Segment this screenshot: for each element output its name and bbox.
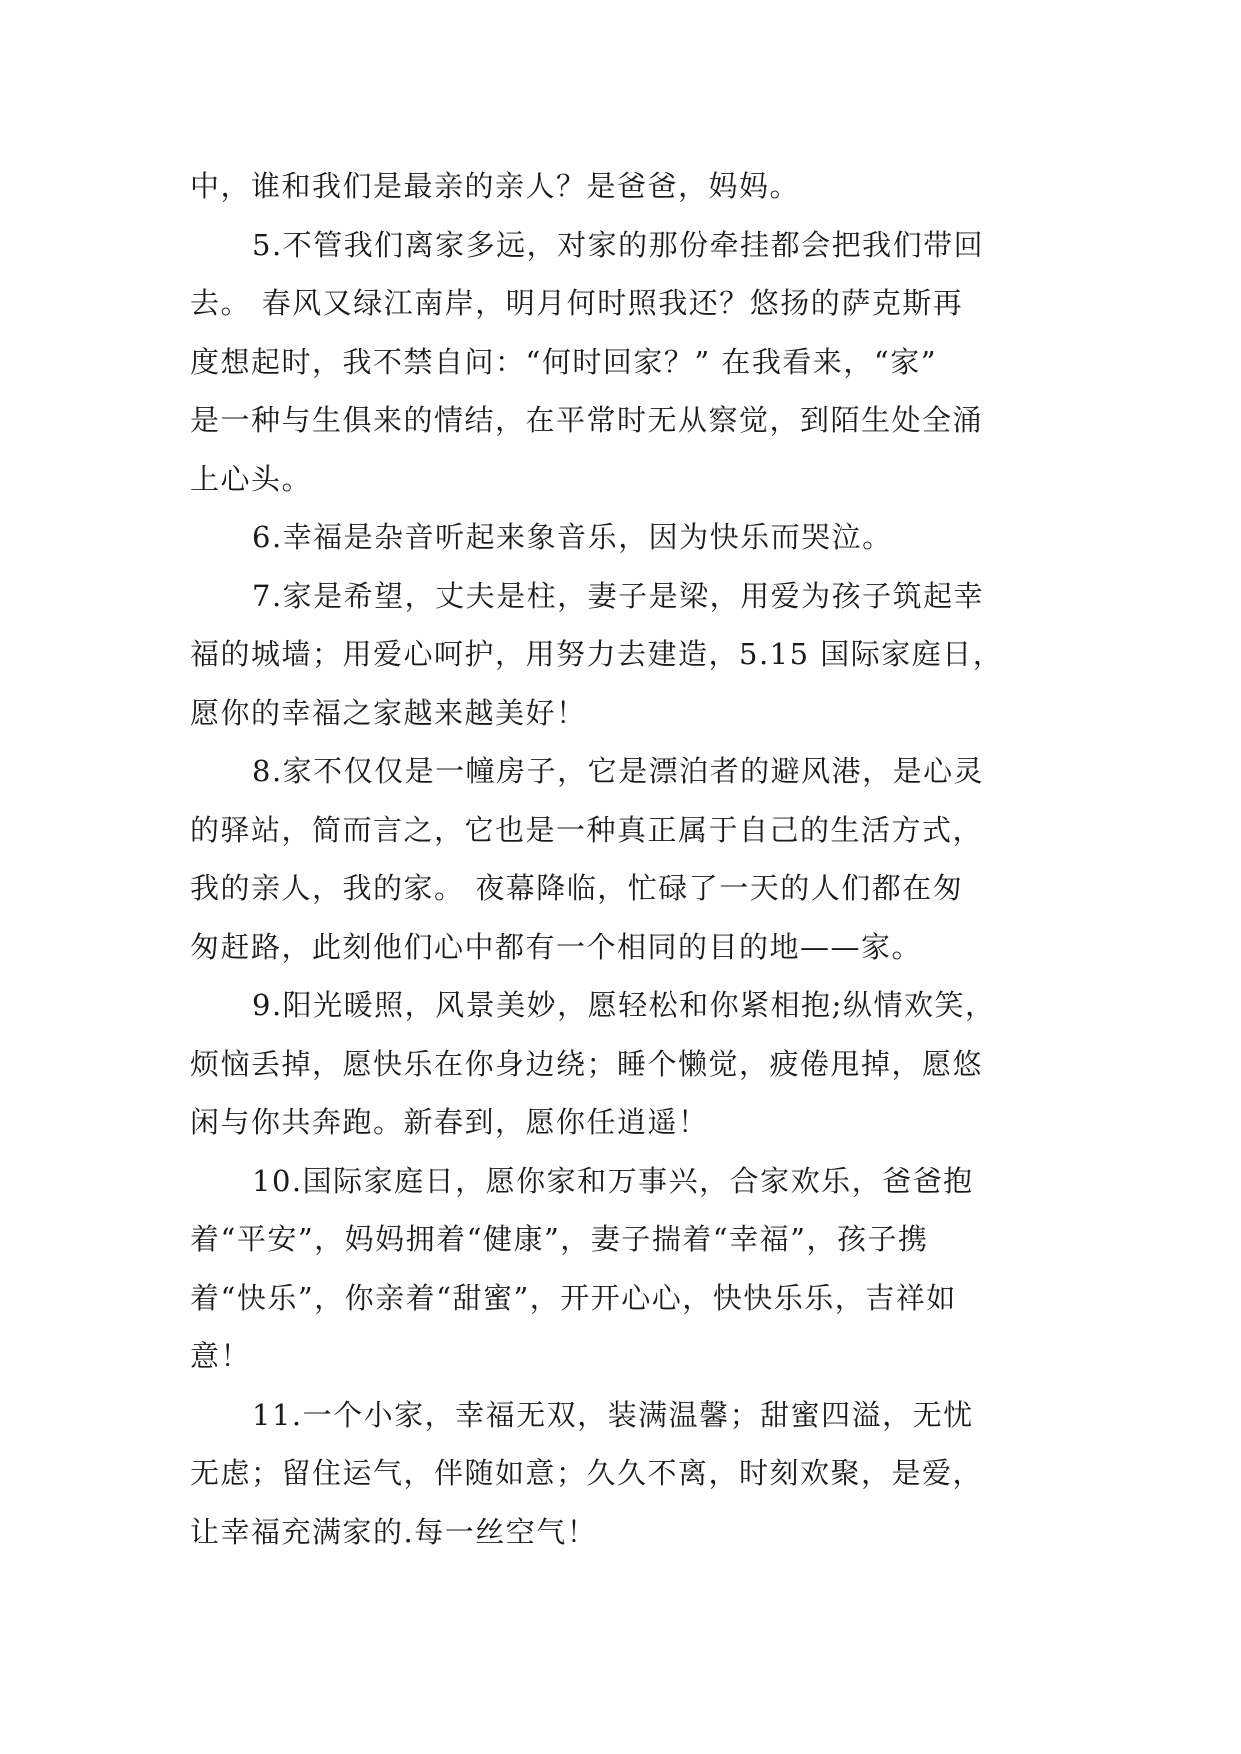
text-line: 7.家是希望，丈夫是柱，妻子是梁，用爱为孩子筑起幸: [252, 578, 985, 613]
text-line: 着“快乐”，你亲着“甜蜜”，开开心心，快快乐乐，吉祥如: [190, 1280, 957, 1315]
text-line: 6.幸福是杂音听起来象音乐，因为快乐而哭泣。: [252, 520, 893, 554]
text-line: 上心头。: [190, 461, 313, 496]
text-line: 福的城墙；用爱心呵护，用努力去建造，5.15 国际家庭日，: [190, 637, 1004, 671]
text-line: 的驿站，简而言之，它也是一种真正属于自己的生活方式，: [190, 812, 984, 847]
text-line: 愿你的幸福之家越来越美好！: [190, 695, 587, 730]
text-line: 9.阳光暖照，风景美妙，愿轻松和你紧相抱;纵情欢笑，: [252, 988, 996, 1022]
text-line: 着“平安”，妈妈拥着“健康”，妻子揣着“幸福”，孩子携: [190, 1222, 929, 1256]
text-line: 8.家不仅仅是一幢房子，它是漂泊者的避风港，是心灵: [252, 754, 985, 788]
document-body: [190, 157, 1060, 1561]
text-line: 5.不管我们离家多远，对家的那份牵挂都会把我们带回: [252, 227, 985, 262]
text-line: 我的亲人，我的家。 夜幕降临，忙碌了一天的人们都在匆: [190, 871, 964, 905]
text-line: 让幸福充满家的.每一丝空气！: [190, 1514, 598, 1549]
text-line: 烦恼丢掉，愿快乐在你身边绕；睡个懒觉，疲倦甩掉，愿悠: [190, 1046, 984, 1081]
text-line: 无虑；留住运气，伴随如意；久久不离，时刻欢聚，是爱，: [190, 1456, 984, 1490]
text-line: 度想起时，我不禁自问：“何时回家？” 在我看来，“家”: [190, 344, 938, 379]
text-line: 闲与你共奔跑。新春到，愿你任逍遥！: [190, 1105, 709, 1139]
text-line: 去。 春风又绿江南岸，明月何时照我还？悠扬的萨克斯再: [190, 286, 964, 320]
text-line: 意！: [190, 1339, 252, 1373]
text-line: 匆赶路，此刻他们心中都有一个相同的目的地——家。: [190, 929, 923, 964]
text-line: 中，谁和我们是最亲的亲人？是爸爸，妈妈。: [190, 169, 801, 203]
text-line: 是一种与生俱来的情结，在平常时无从察觉，到陌生处全涌: [190, 403, 984, 437]
text-line: 11.一个小家，幸福无双，装满温馨；甜蜜四溢，无忧: [252, 1397, 974, 1432]
text-line: 10.国际家庭日，愿你家和万事兴，合家欢乐，爸爸抱: [252, 1163, 974, 1198]
